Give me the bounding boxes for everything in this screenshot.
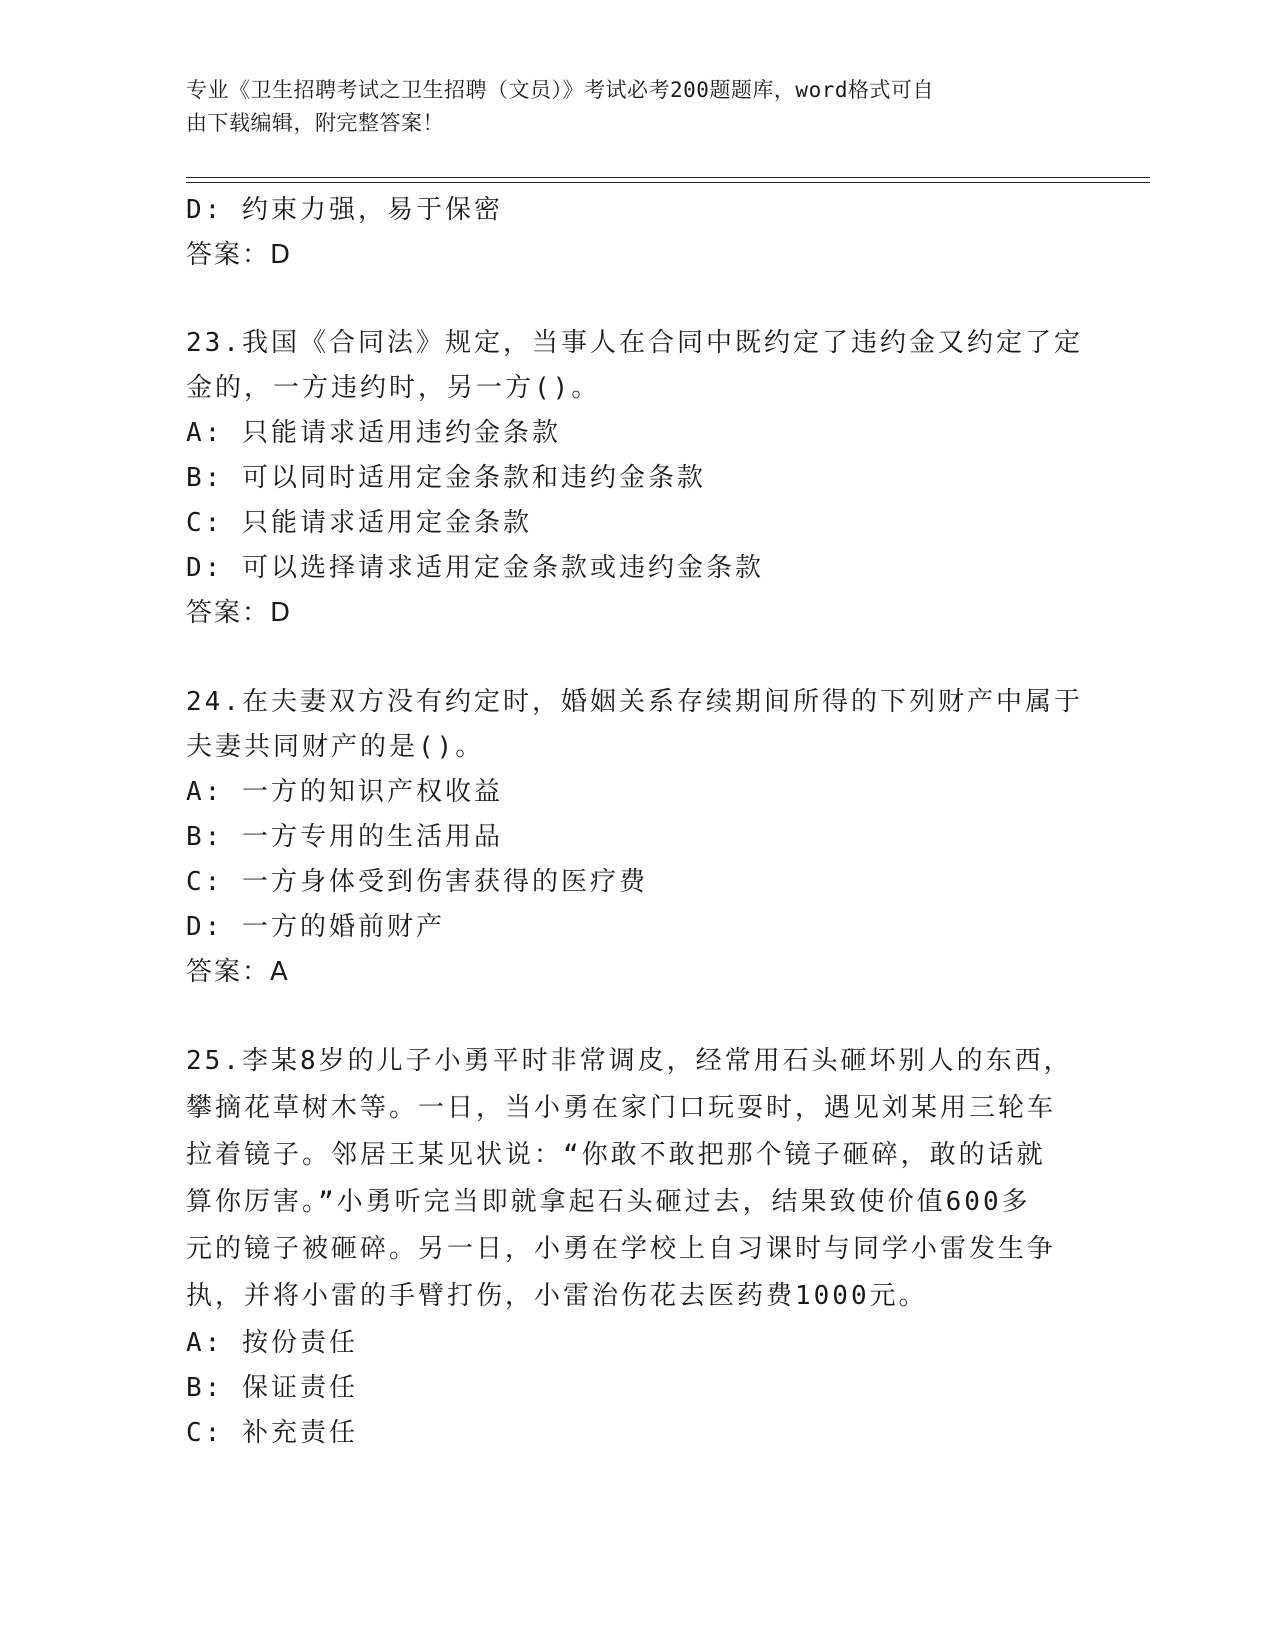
- q23-stem-line-2: 金的，一方违约时，另一方()。: [186, 373, 601, 403]
- q23-option-a: A: 只能请求适用违约金条款: [186, 418, 561, 448]
- header-rule-top: [186, 177, 1150, 178]
- q25-stem-line-5: 元的镜子被砸碎。另一日，小勇在学校上自习课时与同学小雷发生争: [186, 1234, 1057, 1264]
- header-line-1: 专业《卫生招聘考试之卫生招聘（文员）》考试必考200题题库，word格式可自: [186, 78, 934, 102]
- q25-option-a: A: 按份责任: [186, 1328, 358, 1358]
- q25-stem-line-6: 执，并将小雷的手臂打伤，小雷治伤花去医药费1000元。: [186, 1281, 928, 1311]
- q24-option-a: A: 一方的知识产权收益: [186, 777, 503, 807]
- q24-answer: 答案：A: [186, 957, 290, 987]
- q25-option-c: C: 补充责任: [186, 1418, 358, 1448]
- q24-option-d: D: 一方的婚前财产: [186, 912, 445, 942]
- q25-stem-line-4: 算你厉害。”小勇听完当即就拿起石头砸过去，结果致使价值600多: [186, 1187, 1031, 1217]
- document-header: [186, 74, 1066, 140]
- q23-option-c: C: 只能请求适用定金条款: [186, 508, 532, 538]
- q23-answer: 答案：D: [186, 598, 293, 628]
- q23-stem-line-1: 23.我国《合同法》规定，当事人在合同中既约定了违约金又约定了定: [186, 328, 1083, 358]
- q25-option-b: B: 保证责任: [186, 1373, 358, 1403]
- header-line-2: 由下载编辑，附完整答案！: [186, 111, 444, 135]
- q24-stem-line-1: 24.在夫妻双方没有约定时，婚姻关系存续期间所得的下列财产中属于: [186, 687, 1083, 717]
- q23-option-d: D: 可以选择请求适用定金条款或违约金条款: [186, 553, 764, 583]
- q25-stem-line-1: 25.李某8岁的儿子小勇平时非常调皮，经常用石头砸坏别人的东西，: [186, 1046, 1073, 1076]
- prev-option-d: D: 约束力强，易于保密: [186, 195, 503, 225]
- q24-option-b: B: 一方专用的生活用品: [186, 822, 503, 852]
- header-rule-bottom: [186, 182, 1150, 183]
- q25-stem-line-2: 攀摘花草树木等。一日，当小勇在家门口玩耍时，遇见刘某用三轮车: [186, 1093, 1057, 1123]
- q23-option-b: B: 可以同时适用定金条款和违约金条款: [186, 463, 706, 493]
- q24-option-c: C: 一方身体受到伤害获得的医疗费: [186, 867, 648, 897]
- prev-answer: 答案：D: [186, 240, 293, 270]
- q24-stem-line-2: 夫妻共同财产的是()。: [186, 732, 485, 762]
- q25-stem-line-3: 拉着镜子。邻居王某见状说：“你敢不敢把那个镜子砸碎，敢的话就: [186, 1140, 1046, 1170]
